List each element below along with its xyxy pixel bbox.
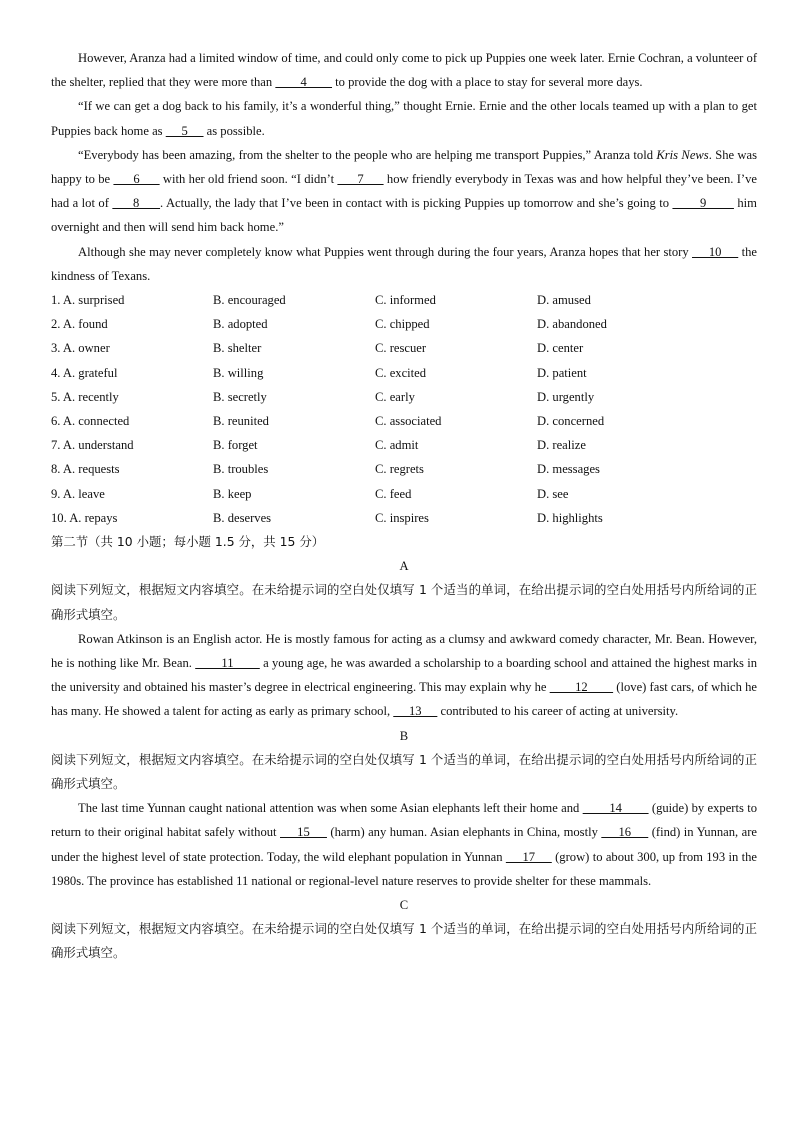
option[interactable]: 1. A. surprised bbox=[51, 293, 125, 308]
passage-paragraph bbox=[51, 796, 757, 893]
option[interactable]: 10. A. repays bbox=[51, 510, 118, 525]
option[interactable]: 7. A. understand bbox=[51, 438, 134, 453]
source-name: Kris News bbox=[656, 147, 709, 162]
option[interactable]: D. concerned bbox=[537, 413, 605, 428]
option[interactable]: D. highlights bbox=[537, 510, 603, 525]
option-row bbox=[51, 482, 757, 506]
text: to provide the dog with a place to stay for several more days. bbox=[332, 75, 643, 90]
blank-17[interactable]: 17 bbox=[505, 849, 552, 864]
option[interactable]: 3. A. owner bbox=[51, 341, 110, 356]
passage-paragraph bbox=[51, 46, 757, 94]
option[interactable]: B. keep bbox=[213, 486, 252, 501]
instruction-text: 阅读下列短文，根据短文内容填空。在未给提示词的空白处仅填写 1 个适当的单词，在给出提示词的空白处用括号内所给词的正确形式填空。 bbox=[51, 921, 757, 961]
option[interactable]: C. excited bbox=[375, 365, 427, 380]
option-row bbox=[51, 312, 757, 336]
blank-8[interactable]: 8 bbox=[112, 196, 161, 211]
option[interactable]: B. adopted bbox=[213, 317, 268, 332]
option[interactable]: C. early bbox=[375, 389, 415, 404]
text: with her old friend soon. “I didn’t bbox=[159, 172, 338, 187]
text: (find) in Yunnan, are under the highest level of state protection. Today, the wild elephant population in Yunnan bbox=[51, 825, 758, 864]
section-heading: 第二节（共 10 小题；每小题 1.5 分，共 15 分） bbox=[51, 533, 325, 549]
passage-paragraph bbox=[51, 94, 757, 142]
option[interactable]: D. see bbox=[537, 486, 569, 501]
option[interactable]: D. realize bbox=[537, 438, 586, 453]
blank-12[interactable]: 12 bbox=[549, 680, 614, 695]
option-row bbox=[51, 336, 757, 360]
instruction-text: 阅读下列短文，根据短文内容填空。在未给提示词的空白处仅填写 1 个适当的单词，在给出提示词的空白处用括号内所给词的正确形式填空。 bbox=[51, 751, 757, 791]
option-row bbox=[51, 506, 757, 530]
text: Although she may never completely know what Puppies went through during the four years, Aranza hopes that her story bbox=[78, 244, 693, 259]
option-row bbox=[51, 457, 757, 481]
option-row bbox=[51, 361, 757, 385]
text: (grow) to about 300, up from 193 in the 1980s. The province has established 11 national or regional-level nature reserves to provide shelter for these mammals. bbox=[51, 849, 757, 888]
option[interactable]: C. chipped bbox=[375, 317, 430, 332]
option[interactable]: C. feed bbox=[375, 486, 412, 501]
blank-4[interactable]: 4 bbox=[275, 75, 333, 90]
passage-paragraph bbox=[51, 143, 757, 240]
part-letter-a: A bbox=[399, 559, 409, 574]
option[interactable]: C. informed bbox=[375, 293, 436, 308]
text: . Actually, the lady that I’ve been in contact with is picking Puppies up tomorrow and she’s going to bbox=[160, 196, 673, 211]
instruction-text: 阅读下列短文，根据短文内容填空。在未给提示词的空白处仅填写 1 个适当的单词，在给出提示词的空白处用括号内所给词的正确形式填空。 bbox=[51, 582, 757, 622]
text: (harm) any human. Asian elephants in China, mostly bbox=[326, 825, 602, 840]
option[interactable]: C. associated bbox=[375, 413, 442, 428]
text: . She was happy to be bbox=[51, 147, 758, 187]
option[interactable]: B. encouraged bbox=[213, 293, 286, 308]
option[interactable]: B. troubles bbox=[213, 462, 269, 477]
option-row bbox=[51, 288, 757, 312]
option[interactable]: B. forget bbox=[213, 438, 258, 453]
option[interactable]: 8. A. requests bbox=[51, 462, 120, 477]
text: the kindness of Texans. bbox=[51, 244, 757, 283]
option[interactable]: B. reunited bbox=[213, 413, 269, 428]
blank-6[interactable]: 6 bbox=[113, 172, 160, 187]
blank-5[interactable]: 5 bbox=[165, 123, 204, 138]
blank-14[interactable]: 14 bbox=[582, 801, 649, 816]
option[interactable]: C. regrets bbox=[375, 462, 424, 477]
text: The last time Yunnan caught national attention was when some Asian elephants left their home and bbox=[78, 801, 583, 816]
text: Rowan Atkinson is an English actor. He is mostly famous for acting as a clumsy and awkward comedy character, Mr. Bean. However, he is nothing like Mr. Bean. bbox=[51, 631, 757, 670]
blank-11[interactable]: 11 bbox=[195, 655, 260, 670]
text: However, Aranza had a limited window of time, and could only come to pick up Puppies one week later. Ernie Cochran, a volunteer of the shelter, replied that they were more than bbox=[51, 51, 758, 90]
options-table bbox=[51, 288, 757, 530]
option[interactable]: 2. A. found bbox=[51, 317, 108, 332]
blank-9[interactable]: 9 bbox=[672, 196, 734, 211]
option[interactable]: 9. A. leave bbox=[51, 486, 105, 501]
option[interactable]: 4. A. grateful bbox=[51, 365, 118, 380]
option[interactable]: C. inspires bbox=[375, 510, 429, 525]
text: (guide) by experts to return to their original habitat safely without bbox=[51, 801, 758, 840]
text: (love) fast cars, of which he has many. He showed a talent for acting as early as primary school, bbox=[51, 680, 758, 719]
text: as possible. bbox=[203, 123, 265, 138]
blank-13[interactable]: 13 bbox=[393, 704, 438, 719]
text: him overnight and then will send him back home.” bbox=[51, 196, 757, 235]
blank-7[interactable]: 7 bbox=[337, 172, 384, 187]
option[interactable]: C. admit bbox=[375, 438, 419, 453]
text: contributed to his career of acting at university. bbox=[437, 704, 679, 719]
text: “If we can get a dog back to his family, it’s a wonderful thing,” thought Ernie. Ernie and the other locals teamed up with a plan to get Puppies back home as bbox=[51, 99, 757, 138]
option[interactable]: 6. A. connected bbox=[51, 413, 130, 428]
option[interactable]: D. amused bbox=[537, 293, 591, 308]
option[interactable]: B. secretly bbox=[213, 389, 267, 404]
option[interactable]: C. rescuer bbox=[375, 341, 427, 356]
option[interactable]: 5. A. recently bbox=[51, 389, 119, 404]
part-letter-b: B bbox=[399, 728, 409, 743]
part-letter-c: C bbox=[399, 897, 409, 912]
blank-10[interactable]: 10 bbox=[692, 244, 739, 259]
option[interactable]: D. messages bbox=[537, 462, 600, 477]
text: a young age, he was awarded a scholarship to a boarding school and attained the highest marks in the university and obtained his master’s degree in electrical engineering. This may explain why he bbox=[51, 655, 757, 695]
option[interactable]: B. willing bbox=[213, 365, 264, 380]
passage-paragraph bbox=[51, 627, 757, 724]
text: how friendly everybody in Texas was and how helpful they’ve been. I’ve had a lot of bbox=[51, 172, 758, 211]
option-row bbox=[51, 433, 757, 457]
option-row bbox=[51, 385, 757, 409]
passage-paragraph bbox=[51, 240, 757, 288]
option[interactable]: B. deserves bbox=[213, 510, 272, 525]
blank-16[interactable]: 16 bbox=[601, 825, 649, 840]
option[interactable]: B. shelter bbox=[213, 341, 262, 356]
blank-15[interactable]: 15 bbox=[280, 825, 327, 840]
text: “Everybody has been amazing, from the shelter to the people who are helping me transport Puppies,” Aranza told bbox=[78, 147, 657, 162]
option[interactable]: D. patient bbox=[537, 365, 587, 380]
option[interactable]: D. urgently bbox=[537, 389, 595, 404]
option[interactable]: D. abandoned bbox=[537, 317, 607, 332]
option-row bbox=[51, 409, 757, 433]
exam-page bbox=[51, 46, 757, 966]
option[interactable]: D. center bbox=[537, 341, 584, 356]
